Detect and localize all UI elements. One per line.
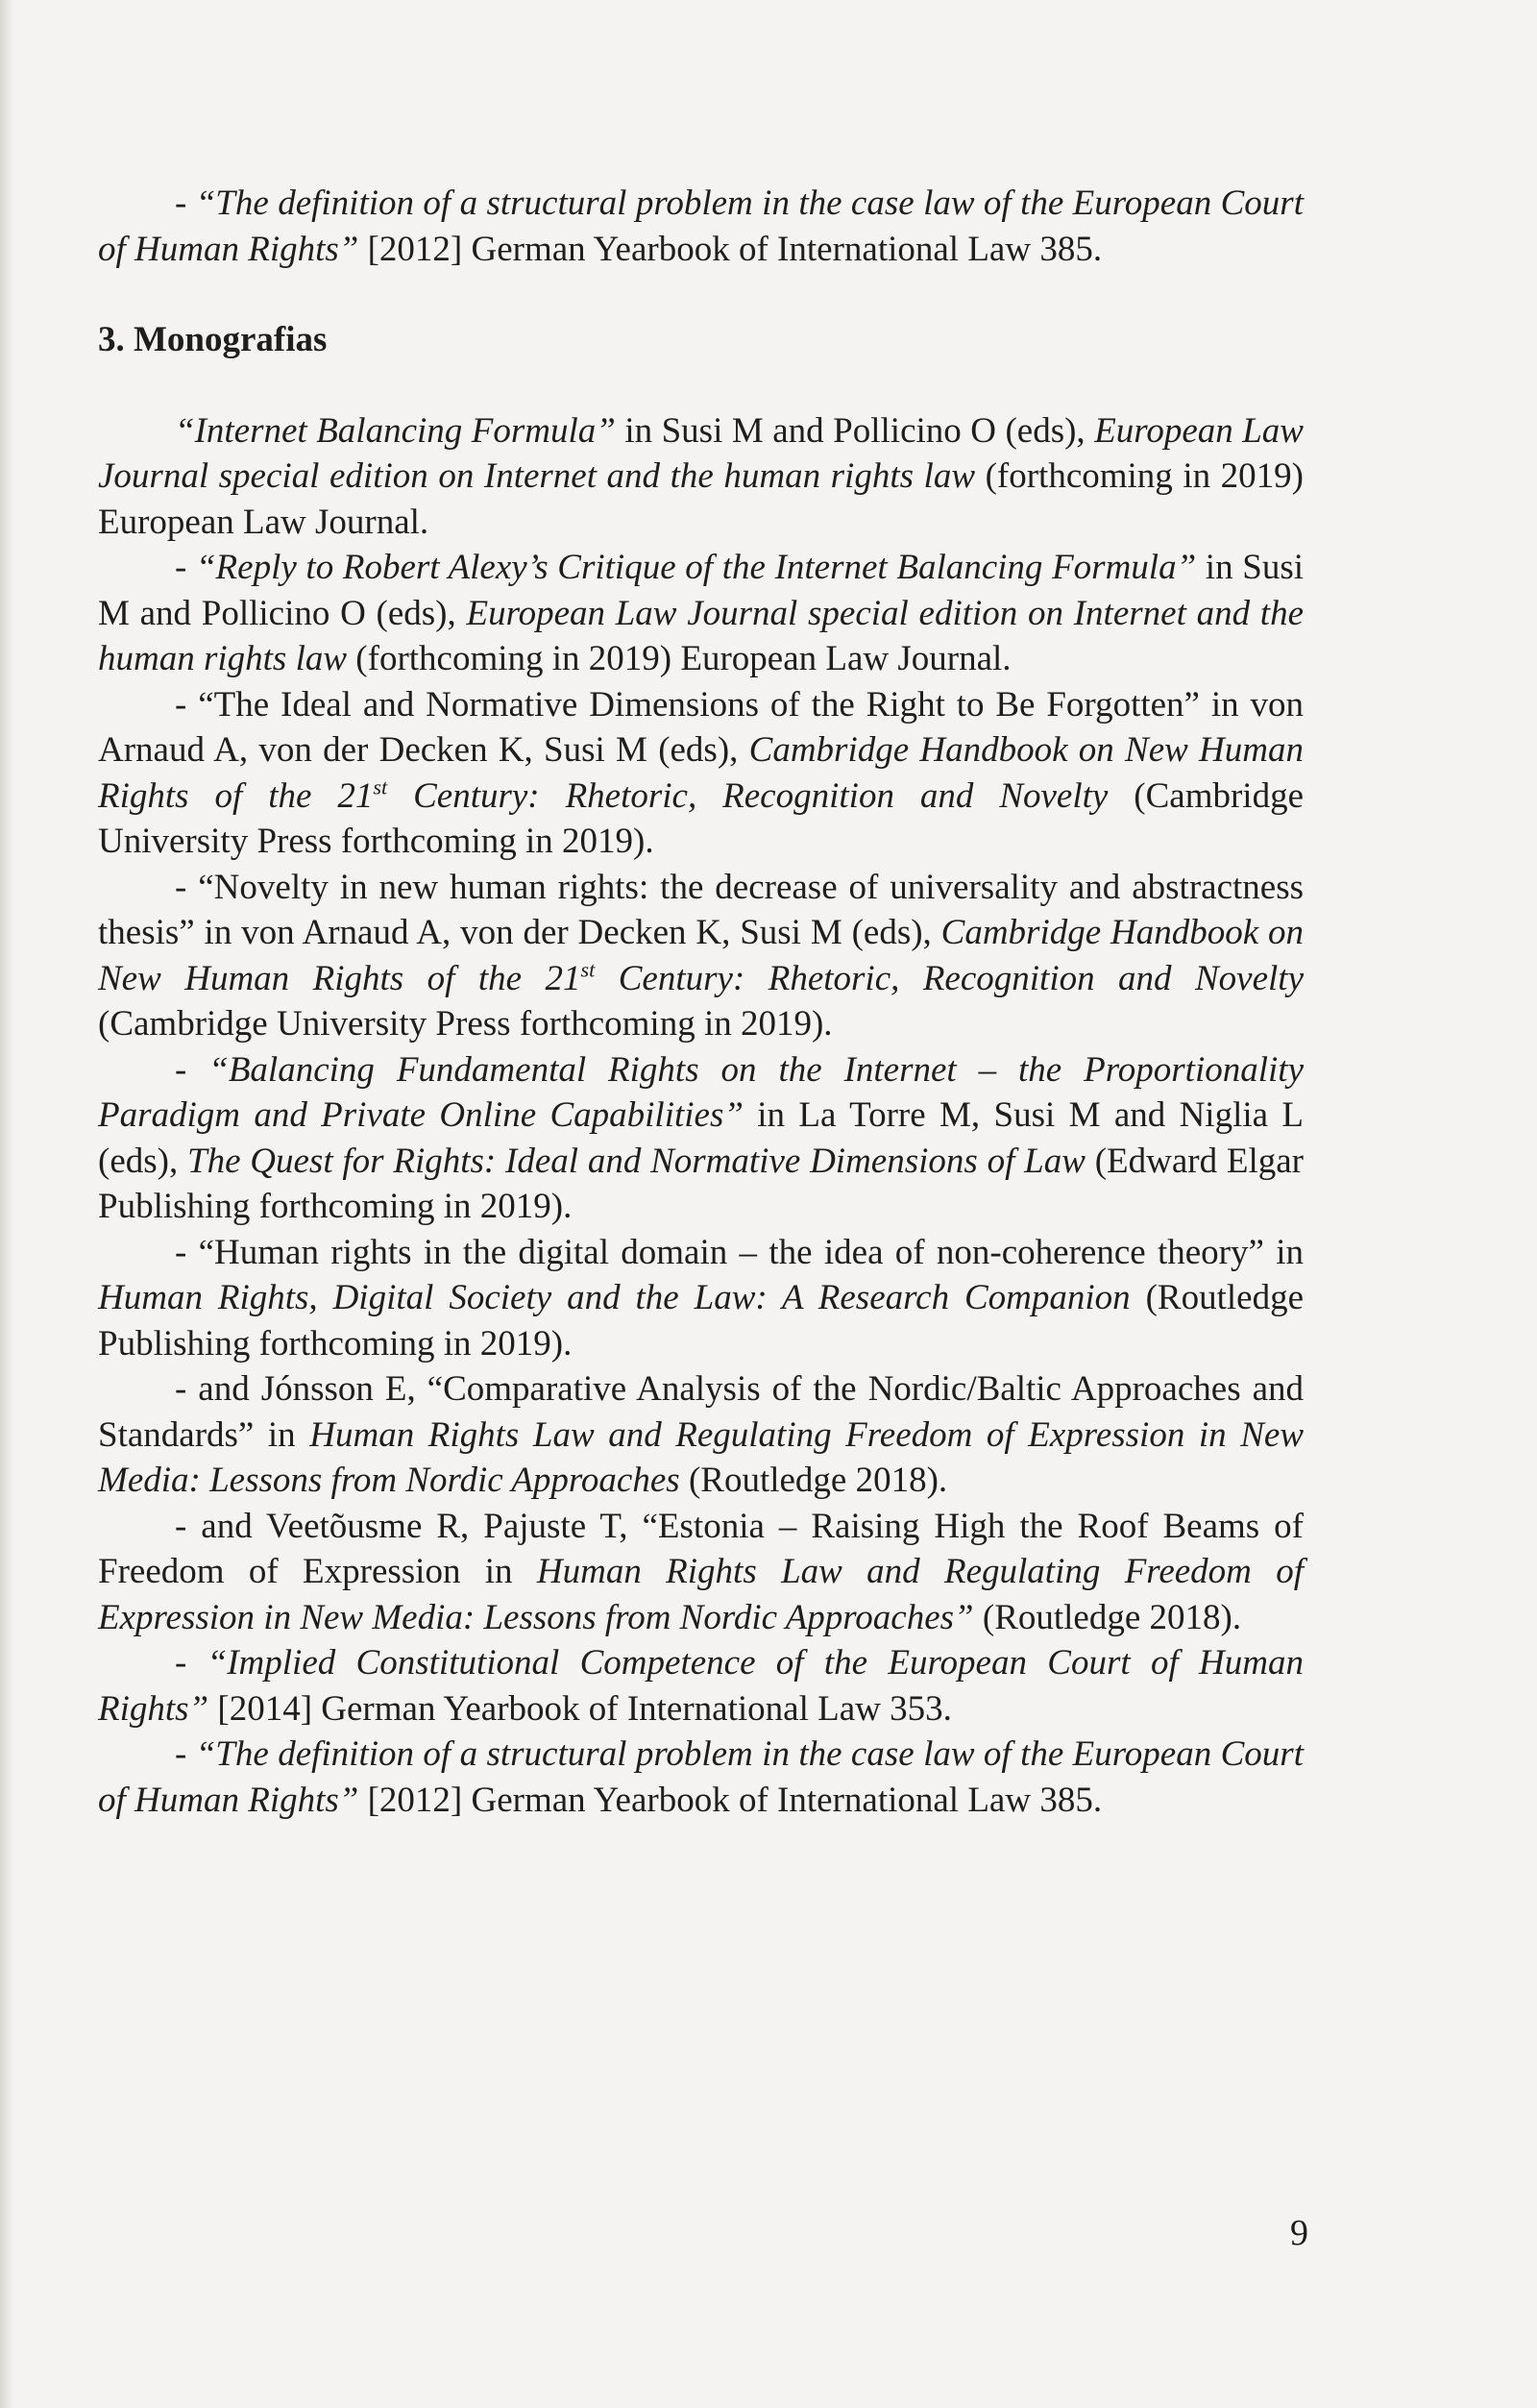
entry-title: “Novelty in new human rights: the decrease of universality and abstractness thesis” in von Arnaud A, von der Decken K, Susi M (eds), xyxy=(98,867,1304,952)
bibliography-entry xyxy=(98,1640,1304,1732)
bibliography-entry-intro xyxy=(98,181,1304,272)
entry-dash: - xyxy=(175,684,199,725)
entry-title: “Internet Balancing Formula” xyxy=(175,410,616,451)
entry-publisher: (forthcoming in 2019) European Law Journal. xyxy=(347,639,1012,678)
entry-title: “Implied Constitutional Competence of the European Court of Human Rights” xyxy=(98,1643,1304,1729)
entry-title: and Veetõusme R, Pajuste T, “Estonia – Raising High the Roof Beams of Freedom of Expression in xyxy=(98,1506,1304,1591)
entry-dash: - xyxy=(175,184,196,223)
entry-book-title-part: Century: Rhetoric, Recognition and Novelty xyxy=(595,958,1305,998)
entry-editors: in Susi M and Pollicino O (eds), xyxy=(615,410,1095,451)
entry-dash: - xyxy=(175,1049,209,1090)
ordinal-suffix: st xyxy=(373,774,388,799)
entry-title: “The definition of a structural problem in the case law of the European Court of Human Rights” xyxy=(98,184,1304,269)
entry-dash: - xyxy=(175,867,199,907)
entry-book-title: The Quest for Rights: Ideal and Normative Dimensions of Law xyxy=(187,1141,1086,1181)
bibliography-entry xyxy=(98,1047,1304,1230)
entry-citation: [2014] German Yearbook of International Law 353. xyxy=(208,1688,952,1729)
entry-publisher: (Cambridge University Press forthcoming in 2019). xyxy=(98,775,1304,861)
entry-publisher: (Routledge Publishing forthcoming in 2019). xyxy=(98,1278,1305,1364)
entry-editors: in Susi M and Pollicino O (eds), xyxy=(98,548,1304,633)
entry-dash: - xyxy=(175,548,196,587)
entry-publisher: (forthcoming in 2019) European Law Journal. xyxy=(98,456,1305,542)
entry-title: “The definition of a structural problem in the case law of the European Court of Human Rights” xyxy=(98,1734,1304,1820)
entry-citation: [2012] German Yearbook of International Law 385. xyxy=(358,1780,1103,1820)
entry-publisher: (Cambridge University Press forthcoming in 2019). xyxy=(98,1004,833,1044)
entry-publisher: (Edward Elgar Publishing forthcoming in 2019). xyxy=(98,1141,1304,1226)
entry-dash: - xyxy=(175,1232,199,1272)
entry-book-title-part: Century: Rhetoric, Recognition and Novelty xyxy=(387,775,1109,816)
bibliography-entry xyxy=(98,682,1304,865)
entry-title: “Reply to Robert Alexy’s Critique of the Internet Balancing Formula” xyxy=(195,548,1197,587)
entry-title: “The Ideal and Normative Dimensions of the Right to Be Forgotten” in von Arnaud A, von der Decken K, Susi M (eds), xyxy=(98,684,1304,770)
entry-book-title: Human Rights Law and Regulating Freedom of Expression in New Media: Lessons from Nordic Approaches” xyxy=(98,1552,1304,1637)
bibliography-entry xyxy=(98,865,1304,1047)
entry-title: and Jónsson E, “Comparative Analysis of the Nordic/Baltic Approaches and Standards” in xyxy=(98,1369,1304,1455)
entry-book-title: European Law Journal special edition on Internet and the human rights law xyxy=(98,410,1304,496)
entry-dash: - xyxy=(175,1506,202,1546)
entry-citation: [2012] German Yearbook of International Law 385. xyxy=(358,229,1103,269)
bibliography-text xyxy=(98,181,1304,1823)
entry-book-title: Human Rights Law and Regulating Freedom of Expression in New Media: Lessons from Nordic Approaches xyxy=(98,1414,1304,1500)
bibliography-entry xyxy=(98,1504,1304,1641)
entry-book-title: European Law Journal special edition on Internet and the human rights law xyxy=(98,593,1304,678)
entry-title: “Balancing Fundamental Rights on the Internet – the Proportionality Paradigm and Private Online Capabilities” xyxy=(98,1049,1304,1135)
bibliography-entry xyxy=(98,1366,1304,1504)
entry-book-title-part: Cambridge Handbook on New Human Rights of the 21 xyxy=(98,913,1304,998)
page-edge-shadow xyxy=(0,0,13,2408)
entry-dash: - xyxy=(175,1369,199,1409)
entry-editors: in La Torre M, Susi M and Niglia L (eds), xyxy=(98,1095,1304,1181)
entry-publisher: (Routledge 2018). xyxy=(973,1597,1242,1637)
bibliography-entry xyxy=(98,1732,1304,1823)
section-heading: 3. Monografias xyxy=(98,320,328,359)
page-number: 9 xyxy=(1290,2213,1308,2253)
entry-publisher: (Routledge 2018). xyxy=(679,1461,948,1500)
entry-book-title: Human Rights, Digital Society and the Law: A Research Companion xyxy=(98,1278,1131,1317)
entry-title: “Human rights in the digital domain – the idea of non-coherence theory” in xyxy=(198,1232,1304,1272)
bibliography-entry xyxy=(98,545,1304,682)
ordinal-suffix: st xyxy=(580,957,596,982)
bibliography-entry xyxy=(98,408,1304,546)
entry-dash: - xyxy=(175,1643,207,1683)
entry-book-title-part: Cambridge Handbook on New Human Rights of the 21 xyxy=(98,730,1304,816)
bibliography-entry xyxy=(98,1230,1304,1367)
entry-dash: - xyxy=(175,1734,196,1774)
